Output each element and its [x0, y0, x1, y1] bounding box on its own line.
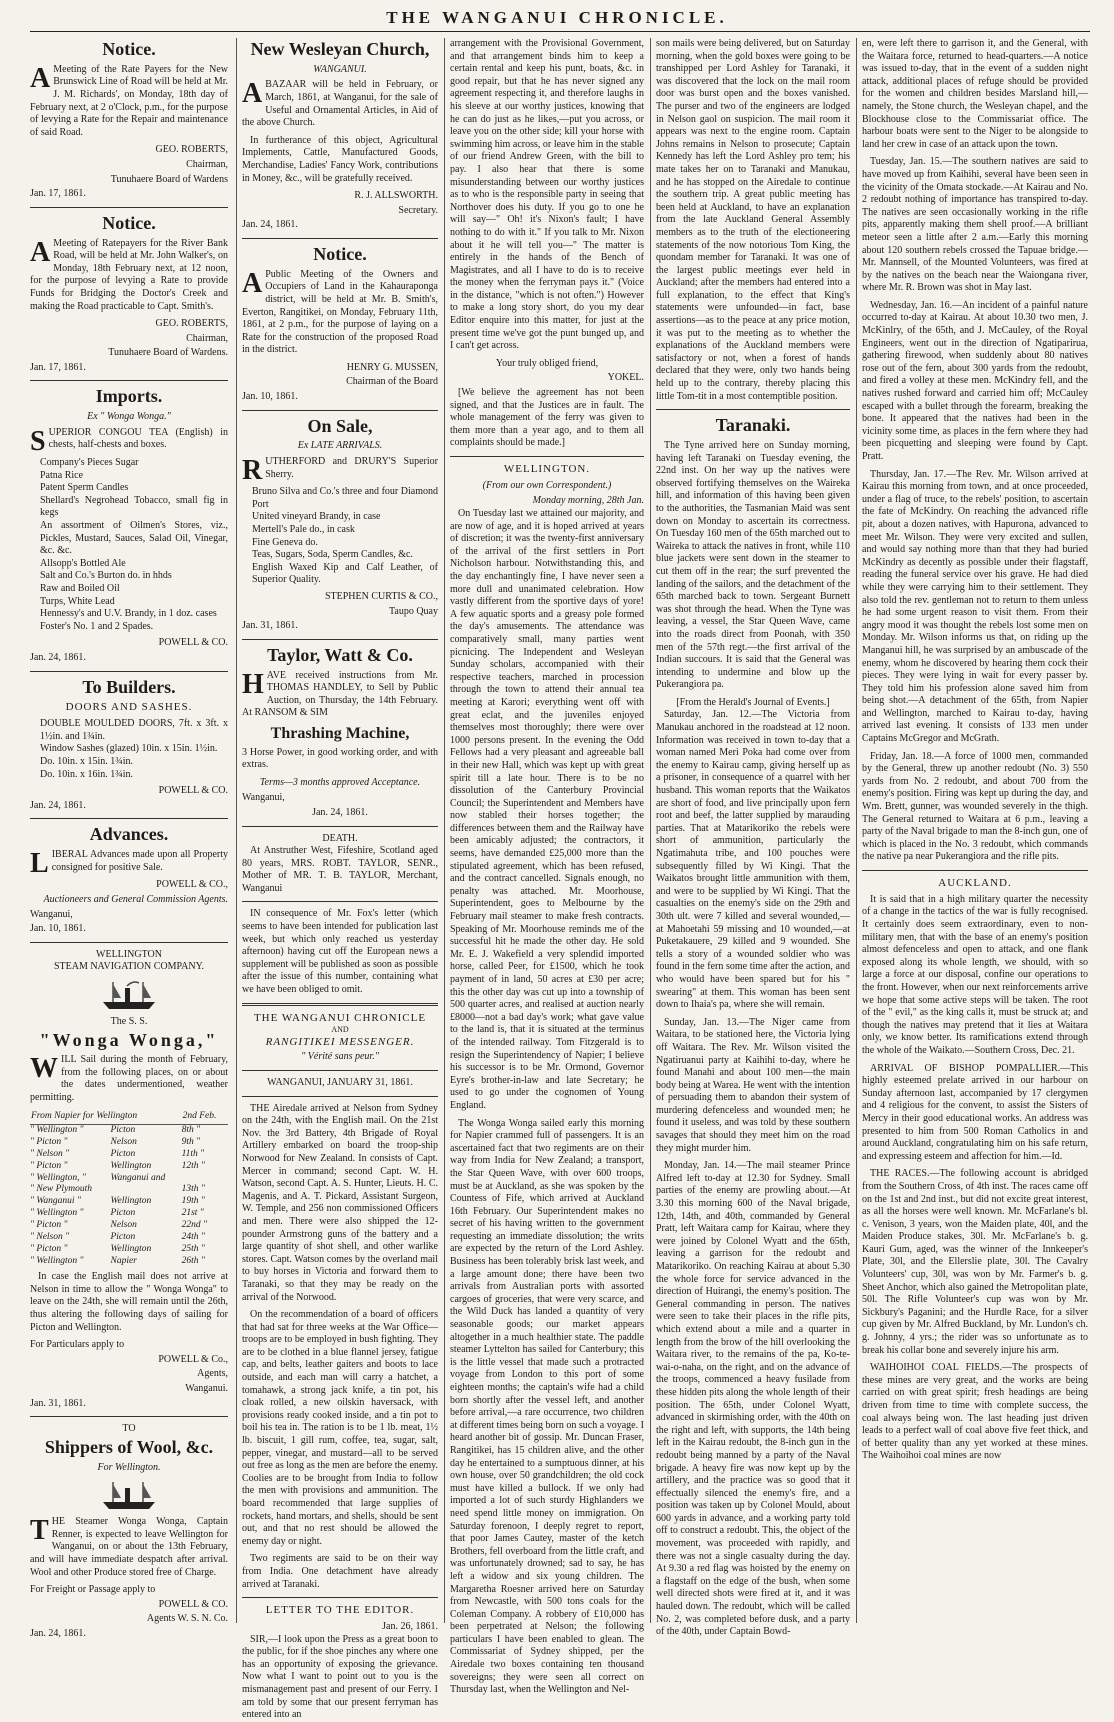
schedule-from: " Picton "	[30, 1136, 68, 1147]
leader-paragraph: THE Airedale arrived at Nelson from Sydney on the 24th, with the English mail. On the 21st Nov. the 3rd Battery, 4th Brigade of Royal Artillery embarked on board the troop-ship Norwood for New Zealand. In consists of Capt. Mercer in command; second Capt. W. H. Watson, second Capt. A. S. Hunter, Lieuts. H. C. Magenis, and A. T. Pickard, Assistant Surgeon, W. Temple, and 256 non commissioned Officers and men. There were also shipped the 12-pounder Armstrong guns of the battery and a large quantity of shot shell, and other warlike stores. Capt. Watson comes by the overland mail to buy horses in Victoria and forward them to Taranaki, so that they may be ready on the arrival of the Norwood.	[242, 1102, 438, 1303]
schedule-row	[30, 1220, 228, 1232]
schedule-row	[30, 1137, 228, 1149]
column-4	[656, 38, 850, 1638]
builders-heading: To Builders.	[82, 676, 176, 697]
paper-title-and: AND	[331, 1025, 349, 1035]
leader-paragraph: On the recommendation of a board of officers that had sat for three weeks at the War Office—troops are to be employed in bush fighting. They are to be clothed in a blue flannel jersey, fatigue cap, and belts, leather gaiters and boots to lace outside, and each man will carry a hatchet, a tomahawk, a strong jack knife, a tin pot, his cloak rolled, a new oilskin haversack, with provisions ready cooked inside, and a tin pot to boil his tea in. The ration is to be 1 lb. meat, 1½ lb. biscuit, 1 gill rum, coffee, tea, sugar, salt, pepper, vinegar, and mustard—all to be served out free as long as the men are before the enemy. Coolies are to be brought from India to follow the men with provisions and ammunition. The board recommended that large supplies of rockets, hand mortars, and shells, should be sent out, and that no rest should be allowed the enemy day or night.	[242, 1309, 438, 1547]
schedule-row	[30, 1196, 228, 1208]
wellington-date: Monday morning, 28th Jan.	[532, 495, 644, 507]
death-heading: DEATH.	[322, 832, 358, 844]
schedule-from: " Picton "	[30, 1220, 68, 1231]
schedule-to: Nelson	[110, 1220, 137, 1231]
schedule-from: " Nelson "	[30, 1148, 70, 1159]
auction-body: HAVE received instructions from Mr. THOMAS HANDLEY, to Sell by Public Auction, on Thursday, the 14th February. At RANSOM & SIM	[242, 668, 438, 719]
schedule-header: From Napier for Wellington	[30, 1110, 182, 1124]
letter-closing: Your truly obliged friend,	[495, 357, 599, 369]
column-5	[862, 38, 1088, 1623]
list-item: Allsopp's Bottled Ale	[40, 557, 126, 569]
divider	[242, 410, 438, 411]
signature-title: Chairman,	[186, 332, 228, 344]
schedule-header-date: 2nd Feb.	[182, 1110, 228, 1124]
signature: R. J. ALLSWORTH.	[354, 190, 438, 202]
schedule-row	[30, 1124, 228, 1136]
list-item: Turps, White Lead	[40, 595, 115, 607]
schedule-from: " Wellington "	[30, 1256, 84, 1267]
mail-note: In case the English mail does not arrive at Nelson in time to allow the " Wonga Wonga" to leave on the 24th, she will remain until the 26th, thus altering the following days of sailing for Picton and Wellington.	[30, 1271, 228, 1333]
schedule-to: Wellington	[110, 1244, 152, 1255]
schedule-row	[30, 1208, 228, 1220]
schedule-from: " Wellington "	[30, 1208, 84, 1219]
herald-note: [From the Herald's Journal of Events.]	[676, 696, 830, 708]
death-notice: At Anstruther West, Fifeshire, Scotland aged 80 years, MRS. ROBT. TAYLOR, SENR., Mother of MR. T. B. TAYLOR, Merchant, Wanganui	[242, 845, 438, 894]
on-sale-subheading: Ex LATE ARRIVALS.	[297, 440, 383, 452]
list-item: Bruno Silva and Co.'s three and four Diamond Port	[252, 486, 438, 510]
schedule-row	[30, 1244, 228, 1256]
auction-terms: Terms—3 months approved Acceptance.	[259, 776, 421, 788]
date: Jan. 10, 1861.	[30, 923, 86, 935]
imports-list	[40, 457, 228, 633]
journal-entry: Friday, Jan. 18.—A force of 1000 men, commanded by the General, threw up another redoubt (No. 3) 550 yards from No. 2 redoubt, and about 700 from the enemy's position. Firing was kept up during the day, and Wm. Brett, gunner, was wounded severely in the thigh. The General returned to Waitara at 6 p.m., leaving a party of the Naval brigade to man the 8-inch gun, one of which is placed in the No. 3 redoubt, which commands the native pa near Pukerangiora and the rifle pits.	[862, 750, 1088, 863]
divider	[30, 671, 228, 672]
wellington-continued: son mails were being delivered, but on Saturday morning, when the gold boxes were going to be transhipped per Lord Ashley for Taranaki, it was discovered that the lock on the mail room door was burst open and the boxes vanished. The purser and two of the engineers are lodged in Nelson gaol on suspicion. The mail room it appears was next to the engine room. Captain Johns remains in Nelson to prosecute; Captain Kennedy has left the Lord Ashley pro tem; his mate takes her on to Taranaki and Manukau, and he has stopped on the Airedale to continue the southern trip. A great public meeting has been held at Auckland, to have an explanation from the late Auckland General Assembly members as to the truth of the electioneering statements of the now notorious Tom King, the quondam member for Taranaki. It was one of the largest public meetings ever held in Auckland; after the members had entered into a full explanation, to the effect that King's statements were unfounded—in fact, base assertions—as to the peace at any price motion, it was put to the meeting as to whether the explanations of the Auckland members were satisfactory or not, when a forest of hands declared that they were, only two hands being held up to the contrary, thereby placing this little Tom-tit in a most contemptible position.	[656, 38, 850, 402]
auckland-paragraph: THE RACES.—The following account is abridged from the Southern Cross, of 4th inst. The races came off on the 1st and 2nd inst., but did not excite great interest, as all the horses were well known. Mr. McFarlane's bl. c. Venison, 3 years, won the Maiden plate, 40l, and the Maiden Produce stakes, 30l. Mr. McFarlane's b. g. Kauri Gum, aged, was the winner of the Innkeeper's Plate, 30l, and the Ellerslie plate, 30l. The Cavalry Volunteers' cup, 30l, was won by Mr. Farmer's b. g. Sheet Anchor, which also gained the Metropolitan plate, 50l. The Rifle Volunteer's cup was won by Mr. Sickbury's Paganini; and the Hurdle Race, for a silver cup given by Mr. Alfred Buckland, by Mr. Lundon's ch. g. Johnny, 4 yrs.; the rider was so unfortunate as to break his collar bone and severely injure his arm.	[862, 1168, 1088, 1356]
schedule-row	[30, 1184, 228, 1196]
leader-paragraph: Two regiments are said to be on their way from India. One detachment have already arrived at Taranaki.	[242, 1553, 438, 1590]
schedule-to: Wellington	[110, 1196, 152, 1207]
schedule-date: 9th "	[181, 1136, 201, 1147]
list-item: English Waxed Kip and Calf Leather, of Superior Quality.	[252, 561, 438, 586]
list-item: Company's Pieces Sugar	[40, 457, 139, 469]
divider	[242, 639, 438, 640]
paper-title-2: RANGITIKEI MESSENGER.	[265, 1035, 415, 1048]
advances-body: LIBERAL Advances made upon all Property consigned for positive Sale.	[30, 848, 228, 880]
builders-subheading: DOORS AND SASHES.	[65, 701, 193, 714]
schedule-from: " New Plymouth	[30, 1184, 93, 1195]
journal-entry: Saturday, Jan. 12.—The Victoria from Manukau anchored in the roadstead at 12 noon. Information was received in town to-day that a woman named Meri Poka had come over from the enemy to Kairau camp, giving herself up as a prisoner, in consequence of a quarrel with her husband. This woman reports that the Waikatos are short of food, and live principally upon fern root and beef, the latter supplied by marauding parties. That at Matarikoriko the rebels were short of ammunition, particularly the Ngatimahuta tribe, and 100 pouches were subsequently filled by Wi Kingi. That the Waikatos brought little ammunition with them, and were to be supplied by Wi Kingi. That the casualties on the enemy's side on the 29th and 30th ult. were 7 killed and several wounded,—at Mahoetahi 59 missing and 10 wounded,—at Puketakauere, 29 killed and 9 wounded. She tells a story of a wounded soldier who was found in the fern some time after the action, and who would have been spared but for his " swearing" at them. This woman has been sent down to Ihaia's pa, where she will remain.	[656, 709, 850, 1011]
schedule-from: " Picton "	[30, 1160, 68, 1171]
date: Jan. 24, 1861.	[312, 806, 368, 818]
signature-title: Agents,	[197, 1368, 228, 1380]
paper-dateline: WANGANUI, JANUARY 31, 1861.	[267, 1077, 413, 1089]
signature: HENRY G. MUSSEN,	[346, 361, 438, 373]
column-rule	[236, 38, 237, 1623]
on-sale-heading: On Sale,	[307, 415, 373, 436]
schedule-from: " Picton "	[30, 1244, 68, 1255]
list-item: Do. 10in. x 16in. 1¾in.	[40, 768, 134, 780]
signature-title: Auctioneers and General Commission Agents.	[43, 893, 228, 905]
journal-entry: Monday, Jan. 14.—The mail steamer Prince Alfred left to-day at 12.30 for Sydney. Small parties of the enemy are prowling about.—At 3.30 this morning 600 of the Naval brigade, 12th, 14th, and 40th, commanded by General Pratt, left Waitara camp for Kairau, where they were joined by Colonel Wyatt and the 65th, leaving a garrison for the redoubt and Matarikoriko. On reaching Kairau at about 5.30 the whole force for service advanced in the direction of Huirangi, the enemy's position. The General commanding in person. The natives were seen to take their places in the rifle pits, which extend about a mile and a quarter in length from the brow of the hill overlooking the Waitara river, to the remains of the pa, Ko-te-wai-o-naha, on the right, and on the advance of the troops, commenced a heavy fusilade from these hidden pits along the whole length of their position. The 65th, under Colonel Wyatt, advanced in skirmishing order, with the 40th on the right and left, with supports, the 14th being left in the Kairau redoubt, the 8-inch gun in the redoubt being manned by a party of the Naval brigade. A heavy fire was now kept up by the artillery, and the practice was so good that it effectually silenced the enemy's fire, and a position was taken up by Colonel Mould, about 600 yards in advance, and a working party told off to construct a redoubt. This, the object of the movement, was proceeded with rapidly, and there was not a single casualty during the day. At 9.30 a red flag was hoisted by the enemy on a flagstaff on the edge of the bush, when some well directed shots were fired at it, and it was hauled down. The redoubt, which will be called No. 2, was completed before dusk, and a party of the 40th, under Captain Bowd-	[656, 1160, 850, 1638]
divider	[30, 818, 228, 819]
auction-details: 3 Horse Power, in good working order, and with extras.	[242, 746, 438, 771]
list-item: United vineyard Brandy, in case	[252, 511, 381, 523]
paper-motto: " Vérité sans peur."	[301, 1051, 379, 1063]
schedule-date: 22nd "	[181, 1220, 207, 1231]
signature-title: Secretary.	[398, 204, 438, 216]
signature-title: Agents W. S. N. Co.	[146, 1613, 228, 1625]
list-item: Hennessy's and U.V. Brandy, in 1 doz. cases	[40, 608, 217, 620]
notice-body: AMeeting of Ratepayers for the River Bank Road, will be held at Mr. John Walker's, on Monday, 18th February next, at 12 noon, for the purpose of levying a Rate to provide Funds for Bridging the Doctor's Creek and making the Road practicable to Capt. Smith's.	[30, 236, 228, 312]
divider	[656, 409, 850, 410]
editor-reply: [We believe the agreement has not been signed, and that the Justices are in fault. The whole management of the ferry was given to them more than a year ago, and to them all complaints should be made.]	[450, 387, 644, 449]
schedule-to: Picton	[110, 1148, 136, 1159]
list-item: Patent Sperm Candles	[40, 482, 129, 494]
notice-heading: Notice.	[102, 212, 156, 233]
notice-heading: Notice.	[313, 243, 367, 264]
signature: POWELL & Co.,	[158, 1353, 228, 1365]
divider	[242, 901, 438, 902]
signature: STEPHEN CURTIS & CO.,	[324, 590, 438, 602]
list-item: Foster's No. 1 and 2 Spades.	[40, 620, 154, 632]
schedule-to: Picton	[110, 1208, 136, 1219]
signature: GEO. ROBERTS,	[155, 144, 228, 156]
paper-title: THE WANGANUI CHRONICLE	[253, 1011, 427, 1024]
notice-heading: Notice.	[102, 39, 156, 59]
schedule-to: Picton	[110, 1124, 136, 1135]
builders-list	[40, 718, 228, 781]
schedule-date: 21st "	[181, 1208, 204, 1219]
place: Wanganui,	[242, 792, 285, 804]
divider	[862, 870, 1088, 871]
schedule-date: 13th "	[181, 1184, 205, 1195]
divider	[242, 1096, 438, 1097]
list-item: Salt and Co.'s Burton do. in hhds	[40, 570, 172, 582]
schedule-from: " Wanganui "	[30, 1196, 81, 1207]
taranaki-paragraph: The Tyne arrived here on Sunday morning, having left Taranaki on Tuesday evening, the 22nd inst. On her way up the natives were observed fortifying themselves on the Waireka hill, and information of this having been given to the authorities, the Tasmanian Maid was sent down on Monday to ascertain its correctness. On Tuesday 160 men of the 65th marched out to Waireka to attack the natives in front, while 110 blue jackets were sent down in the steamer to cut them off in the rear; the surf prevented the landing of the sailors, and the detachment of the 65th marched back to town. Sergeant Burnett was shot through the head. When the Tyne was leaving, a vessel, the Star Queen Wave, came into the roads direct from Poonah, with 350 men of the 57th regt.—the first arrival of the Indian succours. It is said that the General was intending to undermine and blow up the Pukerangiora pa.	[656, 440, 850, 691]
advances-heading: Advances.	[89, 824, 169, 845]
steamship-icon	[99, 1478, 159, 1512]
sailing-schedule	[30, 1110, 228, 1269]
column-3	[450, 38, 644, 1696]
letter-heading: LETTER TO THE EDITOR.	[265, 1604, 415, 1617]
schedule-from: " Nelson "	[30, 1232, 70, 1243]
schedule-to: Wanganui and	[110, 1172, 166, 1183]
sailing-notice: WILL Sail during the month of February, from the following places, on or about the dates undermentioned, weather permitting.	[30, 1053, 228, 1104]
divider	[450, 456, 644, 457]
list-item: Do. 10in. x 15in. 1¾in.	[40, 755, 134, 767]
journal-entry: Sunday, Jan. 13.—The Niger came from Waitara, to be stationed here, the Victoria lying off Waitara. The Rev. Mr. Wilson visited the Ngatiruanui party at Kaihihi to-day, where he found Manahi and about 100 men—the main body being at Warea. He went with the intention of persuading them to abandon their system of murdering defenceless and wounded men; he found it useless, and was told by these southern savages that should they meet him on the road they might murder him.	[656, 1016, 850, 1154]
date: Jan. 10, 1861.	[242, 391, 298, 403]
auckland-paragraph: WAIHOIHOI COAL FIELDS.—The prospects of these mines are very great, and the works are being carried on with great spirit; fresh headings are being driven from time to time with complete success, the coal always being won. The last heading just driven leads to a perfect wall of coal above five feet thick, and of better quality than any yet worked at these mines. The Waihoihoi coal mines are now	[862, 1362, 1088, 1462]
the-ss: The S. S.	[110, 1015, 148, 1027]
divider	[30, 207, 228, 208]
imports-heading: Imports.	[95, 386, 163, 407]
church-subheading: WANGANUI.	[313, 63, 367, 75]
ship-name: "Wonga Wonga,"	[39, 1029, 219, 1050]
schedule-to: Wellington	[110, 1160, 152, 1171]
column-1	[30, 38, 228, 1639]
list-item: Window Sashes (glazed) 10in. x 15in. 1½in.	[40, 743, 218, 755]
signature-title: Chairman,	[186, 158, 228, 170]
schedule-from: " Wellington "	[30, 1124, 84, 1135]
signature: POWELL & CO.	[158, 637, 228, 649]
date: Jan. 17, 1861.	[30, 188, 86, 200]
schedule-to: Nelson	[110, 1136, 137, 1147]
date: Jan. 24, 1861.	[30, 799, 86, 811]
editorial-note: IN consequence of Mr. Fox's letter (which seems to have been intended for publication last week, but which only reached us yesterday afternoon) having cut off the European news a supplement will be published as soon as possible after the issue of this number, containing what we have been obliged to omit.	[242, 908, 438, 996]
schedule-date: 8th "	[181, 1124, 201, 1135]
letter-continued: arrangement with the Provisional Government, and that arrangement binds him to keep a certain rental and keep his punt, boats, &c. in good repair, but that he has never signed any agreement respecting it, and therefore laughs in his sleeve at our worthy justices, knowing that he can do just as he likes,—put you across, or leave you on the other side; kill your horse with swimming him across, or leave him in the stable of our friend Andrew Green, with the bill to pay. I also hear that there is some misunderstanding between our worthy justices as to who is the responsible party in seeing that Northover does his duty. If you go to one he will say—" Oh! it's Nixon's fault; I have nothing to do with it." If you talk to Mr. Nixon about it he will tell you—" The matter is entirely in the hands of the Bench of Magistrates, and all I have to do is to receive the money when the ferryman pays it." (Voice in the distance, "which is not often.") However to make a long story short, do you my dear Editor enquire into this matter, for just at the present time we've got the punt bunged up, and I can't get across.	[450, 38, 644, 352]
steam-heading-2: STEAM NAVIGATION COMPANY.	[53, 961, 205, 973]
wellington-paragraph: On Tuesday last we attained our majority, and are now of age, and it is hoped arrived at years of discretion; it was the twenty-first anniversary of the arrival of the first settlers in Port Nicholson harbour. Notwithstanding this, and the day enchantingly fine, I have never seen a more dull and unanimated celebration. How vastly different from the sportive days of yore! A few aquatic sports and a greasy pole formed the day's amusements. The attendance was comparatively small, many parties went picnicing. The Independent and Wesleyan Sunday scholars, accompanied with their respective teachers, marched in procession through the town to attend their annual tea meeting at Karori; everything went off with great eclat, and the juveniles enjoyed themselves most thoroughly; there were over 1000 persons present. In the evening the Odd Fellows had a very pleasant and agreeable ball in their new Hall, which was kept up with great spirit till a late hour. There is to be no dissolution of the Canterbury Provincial Council; the Superintendent and Members have now stabled their horses together; the differences between them and the Railway have been amicably adjusted; the contractors, it seems, have demanded £25,000 more than the stipulated agreement, which has been refused, and the contract cancelled. Signals enough, no penalty was attached. Mr. Moorhouse, Superintendent, goes to Melbourne by the February mail steamer to make fresh contracts. Speaking of Mr. Moorhouse reminds me of the successful hit he made the other day. He sold Mr. E. J. Wakefield a very splendid imported horse, called Peer, for £1500, which he took payment of in land, 50 acres at £30 per acre; this the other day was cut up into a township of 500 quarter acres, and realised at auction nearly £8000—not a bad day's work; what gave value to the land is, that it is situated at the terminus of the intended railway. Tom Fitzgerald is to resign the Superintendency of Napier; I believe his successor is to be Mr. Ormond, Governor Eyre's brother-in-law and late Secretary; he used to go under the cognomen of Young England.	[450, 508, 644, 1111]
divider	[242, 826, 438, 827]
schedule-to: Napier	[110, 1256, 137, 1267]
notice-body: AMeeting of the Rate Payers for the New Brunswick Line of Road will be held at Mr. J. M. Richards', on Monday, 18th day of February next, at 2 o'Clock, p.m., for the purpose of levying a Rate for the Repair and maintenance of said Road.	[30, 62, 228, 138]
divider	[30, 1416, 228, 1417]
column-2	[242, 38, 438, 1721]
auckland-heading: AUCKLAND.	[938, 877, 1012, 889]
masthead-rule	[30, 31, 1090, 32]
date: Jan. 31, 1861.	[242, 620, 298, 632]
schedule-date: 24th "	[181, 1232, 205, 1243]
divider	[30, 380, 228, 381]
list-item: Mertell's Pale do., in cask	[252, 524, 355, 536]
shippers-heading: Shippers of Wool, &c.	[44, 1436, 214, 1457]
shippers-body: THE Steamer Wonga Wonga, Captain Renner, is expected to leave Wellington for Wanganui, on or about the 13th February, and will have immediate despatch after arrival. Wool and other Produce stored free of Charge.	[30, 1515, 228, 1578]
church-heading: New Wesleyan Church,	[250, 39, 430, 59]
signature-board: Tunuhaere Board of Wardens	[110, 173, 228, 185]
list-item: DOUBLE MOULDED DOORS, 7ft. x 3ft. x 1½in. and 1¾in.	[40, 718, 228, 742]
divider	[242, 238, 438, 239]
signature-board: Tunuhaere Board of Wardens.	[108, 347, 228, 359]
signature-place: Taupo Quay	[388, 605, 438, 617]
schedule-row	[30, 1149, 228, 1161]
journal-continued: en, were left there to garrison it, and the General, with the Waitara force, returned to head-quarters.—A notice was issued to-day, that in the event of a sudden night attack, additional places of refuge should be provided for the women and children besides Marsland hill,—namely, the Stone church, the Wesleyan chapel, and the Blockhouse close to the Commissariat office. The harbour boats were sent to the Niger to be alongside to land her crew in case of an attack upon the town.	[862, 38, 1088, 150]
place: Wanganui,	[30, 908, 73, 920]
steam-heading: WELLINGTON	[96, 948, 162, 960]
schedule-row	[30, 1173, 228, 1185]
list-item: Teas, Sugars, Soda, Sperm Candles, &c.	[252, 549, 413, 561]
column-rule	[650, 38, 651, 1623]
divider	[242, 1070, 438, 1071]
schedule-row	[30, 1256, 228, 1268]
signature: POWELL & CO.,	[156, 879, 228, 891]
journal-entry: Wednesday, Jan. 16.—An incident of a painful nature occurred to-day at Kairau. At about 10.30 two men, J. McKinlry, of the 65th, and J. McCauley, of the Royal Engineers, went out in the direction of Ngatiparirua, gathering firewood, when suddenly about 80 natives rose out of the fern, about 300 yards from the redoubt, and fired a volley at these men. McKindry fell, and the natives rushed forward and carried him off; McCauley escaped with a bullet through the forearm, breaking the bone. It appeared that the natives had been in the vicinity some time, as places in the fern where they had been picquetting and sleeping were found by Capt. Pratt.	[862, 299, 1088, 462]
auckland-paragraph: ARRIVAL OF BISHOP POMPALLIER.—This highly esteemed prelate arrived in our harbour on Sunday afternoon last, accompanied by 17 clergymen and 4 religious for the convent, to assist the Sisters of Mercy in their good educational works. An address was presented to him from 500 Roman Catholics in and around Auckland, congratulating him on his safe return, and expressing esteem and affection for him.—Id.	[862, 1062, 1088, 1162]
list-item: Patna Rice	[40, 469, 84, 481]
signature-place: Wanganui.	[185, 1383, 228, 1395]
journal-entry: Tuesday, Jan. 15.—The southern natives are said to have moved up from Kaihihi, several have been seen in the vicinity of the Omata stockade.—At Kairau and No. 2 redoubt nothing of importance has transpired to-day. The natives are seen occasionally working in the rifle pits, apparently making them shell proof.—A brilliant meteor seen a little after 2 a.m.—Early this morning about 120 southern rebels crossed the Tapuae bridge.—Mr. Mannsell, of the Mounted Volunteers, was fired at by the natives on the beach near the Waiongana river, where Mr. R. Brown was shot in May last.	[862, 156, 1088, 294]
schedule-date: 12th "	[181, 1160, 205, 1171]
wellington-heading: WELLINGTON.	[503, 463, 591, 475]
church-body: ABAZAAR will be held in February, or March, 1861, at Wanganui, for the sale of Useful and Ornamental Articles, in Aid of the above Church.	[242, 78, 438, 129]
steamship-icon	[99, 978, 159, 1012]
imports-subheading: Ex " Wonga Wonga."	[87, 411, 171, 423]
divider	[242, 1003, 438, 1006]
shippers-to: TO	[122, 1423, 136, 1435]
auction-heading: Taylor, Watt & Co.	[267, 644, 413, 665]
schedule-to	[110, 1184, 181, 1196]
wellington-paragraph: The Wonga Wonga sailed early this morning for Napier crammed full of passengers. It is an ascertained fact that two regiments are on their way from India for New Zealand; a transport, the Star Queen Wave, with over 600 troops, must be at Auckland, as she was spoken by the Countess of Fife, which arrived at Auckland 16th February. Our Superintendent makes no secret of his having written to the government requesting an immediate dissolution; the writs are expected by the return of the Lord Ashley. Business has been tolerably brisk last week, and a large amount done; there have been two arrivals from Australian ports with assorted cargoes of groceries, that were very scarce, and the Wild Duck has landed a quantity of very seasonable goods; our market appears altogether in a much healthier state. The paddle steamer Lyttelton has sailed for Canterbury; this is the little vessel that made such a protracted voyage from London to this port of some eighteen months; the captain's wife had a child born shortly after the vessel left, and another before arrival,—a rare occurrence, two children at different times being born on such a voyage. I heard another bit of gossip. Mr. Duncan Fraser, Rangitikei, has 15 children alive, and the other day he entertained to a sumptuous dinner, at his own house, over 50 grandchildren; the old cock must have killed a bullock. If we only had imported a lot of such sturdy Highlanders we need spend little money on immigration. On Saturday forenoon, I deeply regret to report, that poor James Cautey, master of the ketch Brothers, fell overboard from the little craft, and was unfortunately drowned; sad to say, he has left a widow and six young children. The Margaretha Roesner arrived here on Saturday from Newcastle, with 500 tons coals for the Coleman Company. A robbery of £10,000 has been perpetrated at Nelson; the following particulars I have been enabled to glean. The Commissariat of Sydney shipped, per the Airedale two boxes containing ten thousand sovereigns; they were seen all correct on Thursday last, when the Wellington and Nel-	[450, 1117, 644, 1696]
date: Jan. 31, 1861.	[30, 1397, 86, 1409]
schedule-row	[30, 1161, 228, 1173]
column-rule	[856, 38, 857, 1623]
wellington-subheading: (From our own Correspondent.)	[482, 479, 612, 491]
thrashing-machine-heading: Thrashing Machine,	[270, 724, 410, 742]
imports-lead: SUPERIOR CONGOU TEA (English) in chests, half-chests and boxes.	[30, 425, 228, 457]
taranaki-heading: Taranaki.	[715, 415, 791, 436]
letter-body: SIR,—I look upon the Press as a great boon to the public, for if the shoe pinches any where one has an opportunity of exposing the grievance. Now what I want to point out to you is the mismanagement past and present of our Ferry. I am told by some that our present ferryman has entered into an	[242, 1633, 438, 1721]
letter-signature: YOKEL.	[607, 372, 644, 384]
schedule-date: 19th "	[181, 1196, 205, 1207]
auckland-paragraph: It is said that in a high military quarter the necessity of a change in the tactics of the war is fully recognised. It certainly does seem extraordinary, even to non-military men, that with the base of an enemy's position almost defenceless and open to attack, and one flank exposed along its whole length, we should, with so large a force at our disposal, confine our operations to the front. However, when our next reinforcements arrive we hope that some active steps will be taken. The root of the " evil," as the king calls it, must be struck at; and though the natives may pretend that it lies at Waitara only, we know better. Its ramifications extend through the whole of the Waikato.—Southern Cross, Dec. 21.	[862, 893, 1088, 1056]
freight: For Freight or Passage apply to	[30, 1584, 156, 1596]
list-item: Raw and Boiled Oil	[40, 582, 120, 594]
date: Jan. 24, 1861.	[30, 1627, 86, 1639]
particulars: For Particulars apply to	[30, 1339, 125, 1351]
list-item: Fine Geneva do.	[252, 536, 318, 548]
list-item: Shellard's Negrohead Tobacco, small fig in kegs	[40, 494, 228, 519]
schedule-date: 26th "	[181, 1256, 205, 1267]
date: Jan. 24, 1861.	[242, 219, 298, 231]
signature: POWELL & CO.	[158, 1598, 228, 1610]
column-rule	[444, 38, 445, 1623]
signature-title: Chairman of the Board	[346, 376, 438, 388]
schedule-date: 11th "	[181, 1148, 205, 1159]
schedule-date	[182, 1173, 228, 1185]
schedule-to: Picton	[110, 1232, 136, 1243]
date: Jan. 17, 1861.	[30, 361, 86, 373]
date: Jan. 24, 1861.	[30, 651, 86, 663]
masthead: THE WANGANUI CHRONICLE.	[386, 8, 728, 27]
on-sale-list	[252, 486, 438, 587]
list-item: An assortment of Oilmen's Stores, viz., Pickles, Mustard, Sauces, Salad Oil, Vinegar, &c. &c.	[40, 520, 228, 557]
letter-date: Jan. 26, 1861.	[382, 1621, 438, 1633]
schedule-from: " Wellington, "	[30, 1172, 86, 1183]
shippers-subheading: For Wellington.	[97, 1461, 161, 1473]
schedule-date: 25th "	[181, 1244, 205, 1255]
notice-body: APublic Meeting of the Owners and Occupiers of Land in the Kahauraponga district, will be held at Mr. B. Smith's, Everton, Rangitikei, on Monday, February 11th, 1861, at 2 p.m., for the purpose of laying on a Rate for the construction of the proposed Road in the district.	[242, 267, 438, 356]
divider	[30, 942, 228, 943]
signature: POWELL & CO.	[158, 785, 228, 797]
on-sale-lead: RUTHERFORD and DRURY'S Superior Sherry.	[242, 455, 438, 487]
church-body-2: In furtherance of this object, Agricultural Implements, Cattle, Manufactured Goods, Merchandise, Ladies' Fancy Work, contributions in Money, &c., will be gratefully received.	[242, 134, 438, 184]
journal-entry: Thursday, Jan. 17.—The Rev. Mr. Wilson arrived at Kairau this morning from town, and at once proceeded, under a flag of truce, to the rebels' position, to ascertain the fate of McKindry. On reaching the advanced rifle pit, about a dozen natives, with Hapurona, advanced to meet Mr. Wilson. They were very excited and sullen, and would say nothing more than that they had buried McKindry as decently as possible under their flagstaff, reading the funeral service over his grave. He had died while they were carrying him to their settlement. They also told the rev. gentleman not to return to them unless he had some urgent reason to visit them. From their angry mood it was thought the rebels lost some men on Monday. Mr. Wilson informs us that, on riding up the Manganui hill, he was surprised by an ambuscade of the enemy, whom he discovered by hearing them cock their pieces. They were lying in wait for every passer by. They told him his profession alone saved him from being shot.—A detachment of the 65th, from Napier and Wellington, marched to Kairau to-day, having arrived last evening. It consists of 133 men under Captains McGregor and McGrath.	[862, 468, 1088, 745]
schedule-row	[30, 1232, 228, 1244]
signature: GEO. ROBERTS,	[155, 318, 228, 330]
divider	[242, 1597, 438, 1598]
